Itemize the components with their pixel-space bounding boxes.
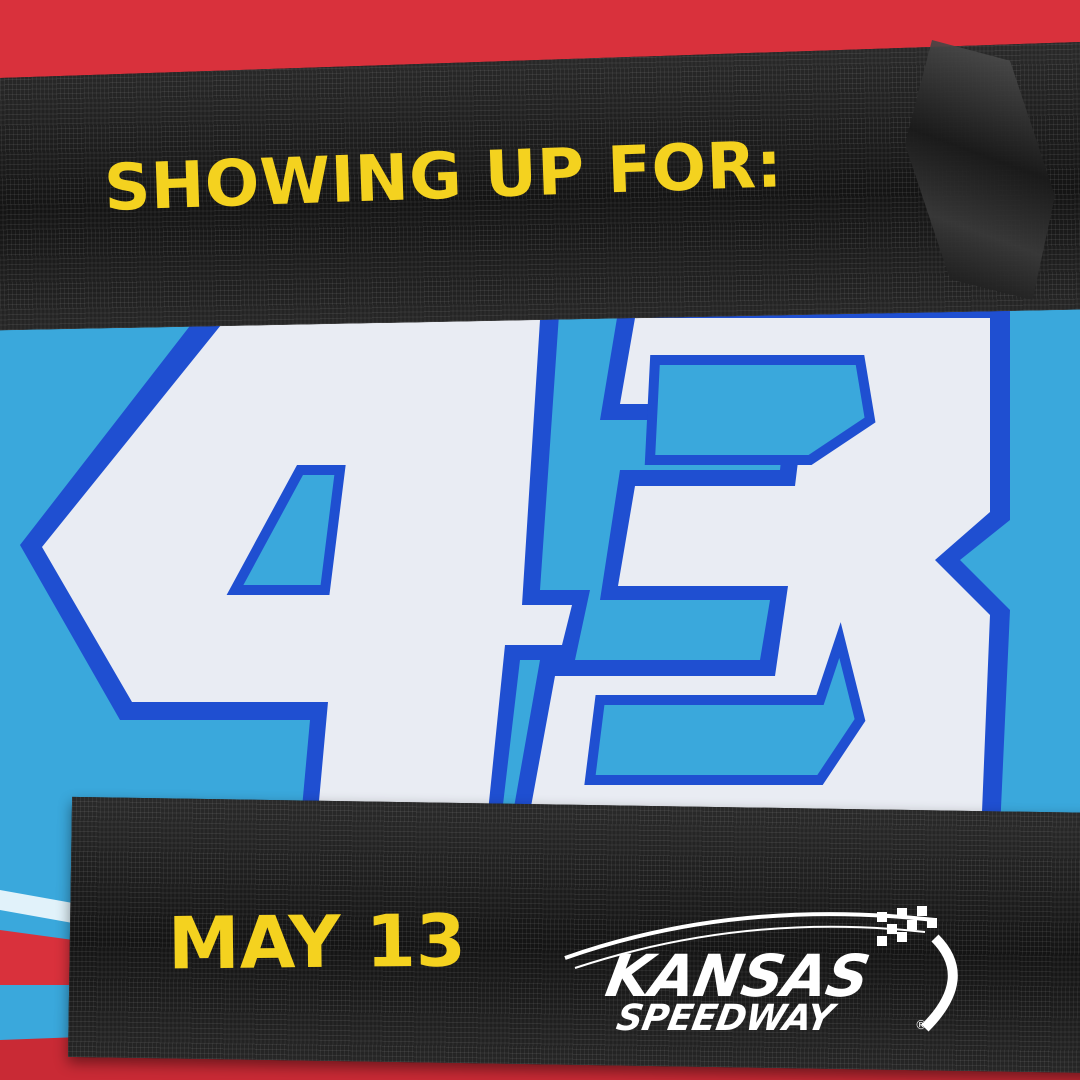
logo-registered-mark: ® xyxy=(915,1018,927,1032)
event-date: MAY 13 xyxy=(167,898,467,986)
logo-subtitle: SPEEDWAY xyxy=(613,998,837,1039)
checkered-flag-icon xyxy=(877,906,937,946)
number-3-inner-top xyxy=(650,360,870,460)
headline-text: SHOWING UP FOR: xyxy=(102,128,784,226)
logo-name: KANSAS xyxy=(601,942,874,1010)
kansas-speedway-logo xyxy=(555,898,975,1048)
